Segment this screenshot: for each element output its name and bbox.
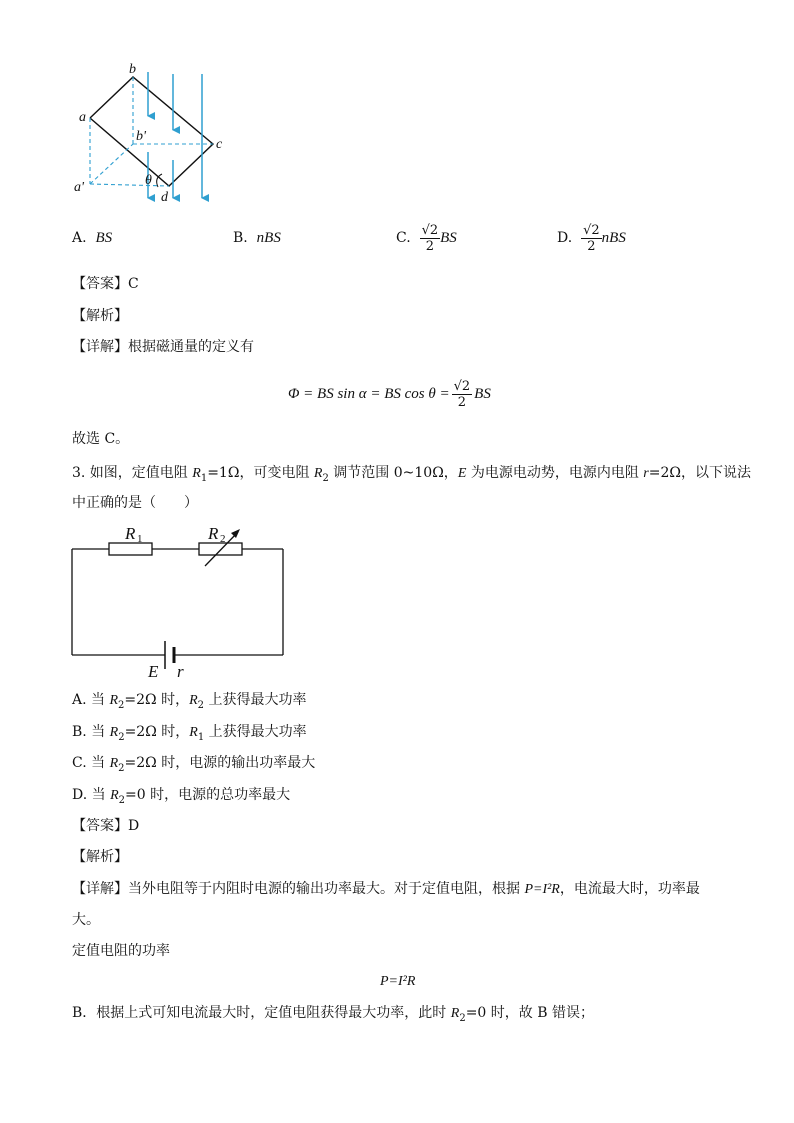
label-b-prime: b' (136, 129, 146, 144)
q2-detail: 【详解】根据磁通量的定义有 (72, 339, 254, 355)
q3-analysis-tag: 【解析】 (72, 849, 128, 865)
label-d: d (161, 190, 168, 205)
q2-analysis-tag: 【解析】 (72, 308, 128, 324)
q3-stem-line1: 3. 如图，定值电阻 $R_1=1\Omega$，可变电阻 $R_2$ 调节范围 0~10Ω，E 为电源电动势，电源内电阻 r=2Ω，以下说法 (72, 465, 751, 484)
field-arrows (148, 72, 202, 198)
circuit-diagram (68, 518, 290, 680)
fraction: $\frac{√2}{2}$ (583, 222, 600, 254)
q3-option-c: C. 当 $R_2=2\Omega$ 时，电源的输出功率最大 (72, 755, 316, 774)
q3-stem-line2: 中正确的是（ ） (72, 495, 198, 511)
q2-formula: Φ = BS sin α = BS cos θ = $\frac{√2}{2}$ BS (288, 378, 491, 410)
fraction: $\frac{√2}{2}$ (453, 378, 471, 410)
label-a-prime: a' (74, 180, 84, 195)
q3-detail-line1: 【详解】当外电阻等于内阻时电源的输出功率最大。对于定值电阻，根据 P=I²R，电流最大时，功率最 (72, 881, 700, 897)
q3-detail-line2: 大。 (72, 912, 100, 928)
q3-line-b: B．根据上式可知电流最大时，定值电阻获得最大功率，此时 $R_2=0$ 时，故 B 错误； (72, 1005, 594, 1024)
fraction: $\frac{√2}{2}$ (421, 222, 439, 254)
q3-power-formula: P=I²R (380, 974, 416, 989)
q2-option-a: A. BS (72, 230, 113, 246)
q2-option-c: C. $\frac{√2}{2}$ BS (396, 222, 457, 254)
q3-power-line: 定值电阻的功率 (72, 943, 170, 959)
label-r2-sub: 2 (220, 533, 226, 545)
label-a: a (79, 110, 86, 125)
label-r2: R (208, 524, 219, 543)
q2-conclusion: 故选 C。 (72, 431, 130, 447)
q2-answer: 【答案】C (72, 276, 139, 292)
q3-answer: 【答案】D (72, 818, 140, 834)
q3-option-a: A. 当 $R_2=2\Omega$ 时，$R_2$ 上获得最大功率 (72, 692, 307, 711)
q2-option-d: D. $\frac{√2}{2}$ nBS (557, 222, 626, 254)
coil-outline (90, 77, 213, 186)
label-c: c (216, 137, 223, 152)
label-r1: R (125, 524, 136, 543)
label-e: E (148, 662, 159, 680)
label-r1-sub: 1 (137, 533, 143, 545)
q2-option-b: B. nBS (233, 230, 281, 246)
q3-option-b: B. 当 $R_2=2\Omega$ 时，$R_1$ 上获得最大功率 (72, 724, 307, 743)
label-theta: θ (145, 173, 152, 188)
coil-figure (70, 60, 240, 210)
q3-option-d: D. 当 $R_2=0$ 时，电源的总功率最大 (72, 787, 291, 806)
label-r: r (177, 662, 184, 680)
label-b: b (129, 62, 136, 77)
